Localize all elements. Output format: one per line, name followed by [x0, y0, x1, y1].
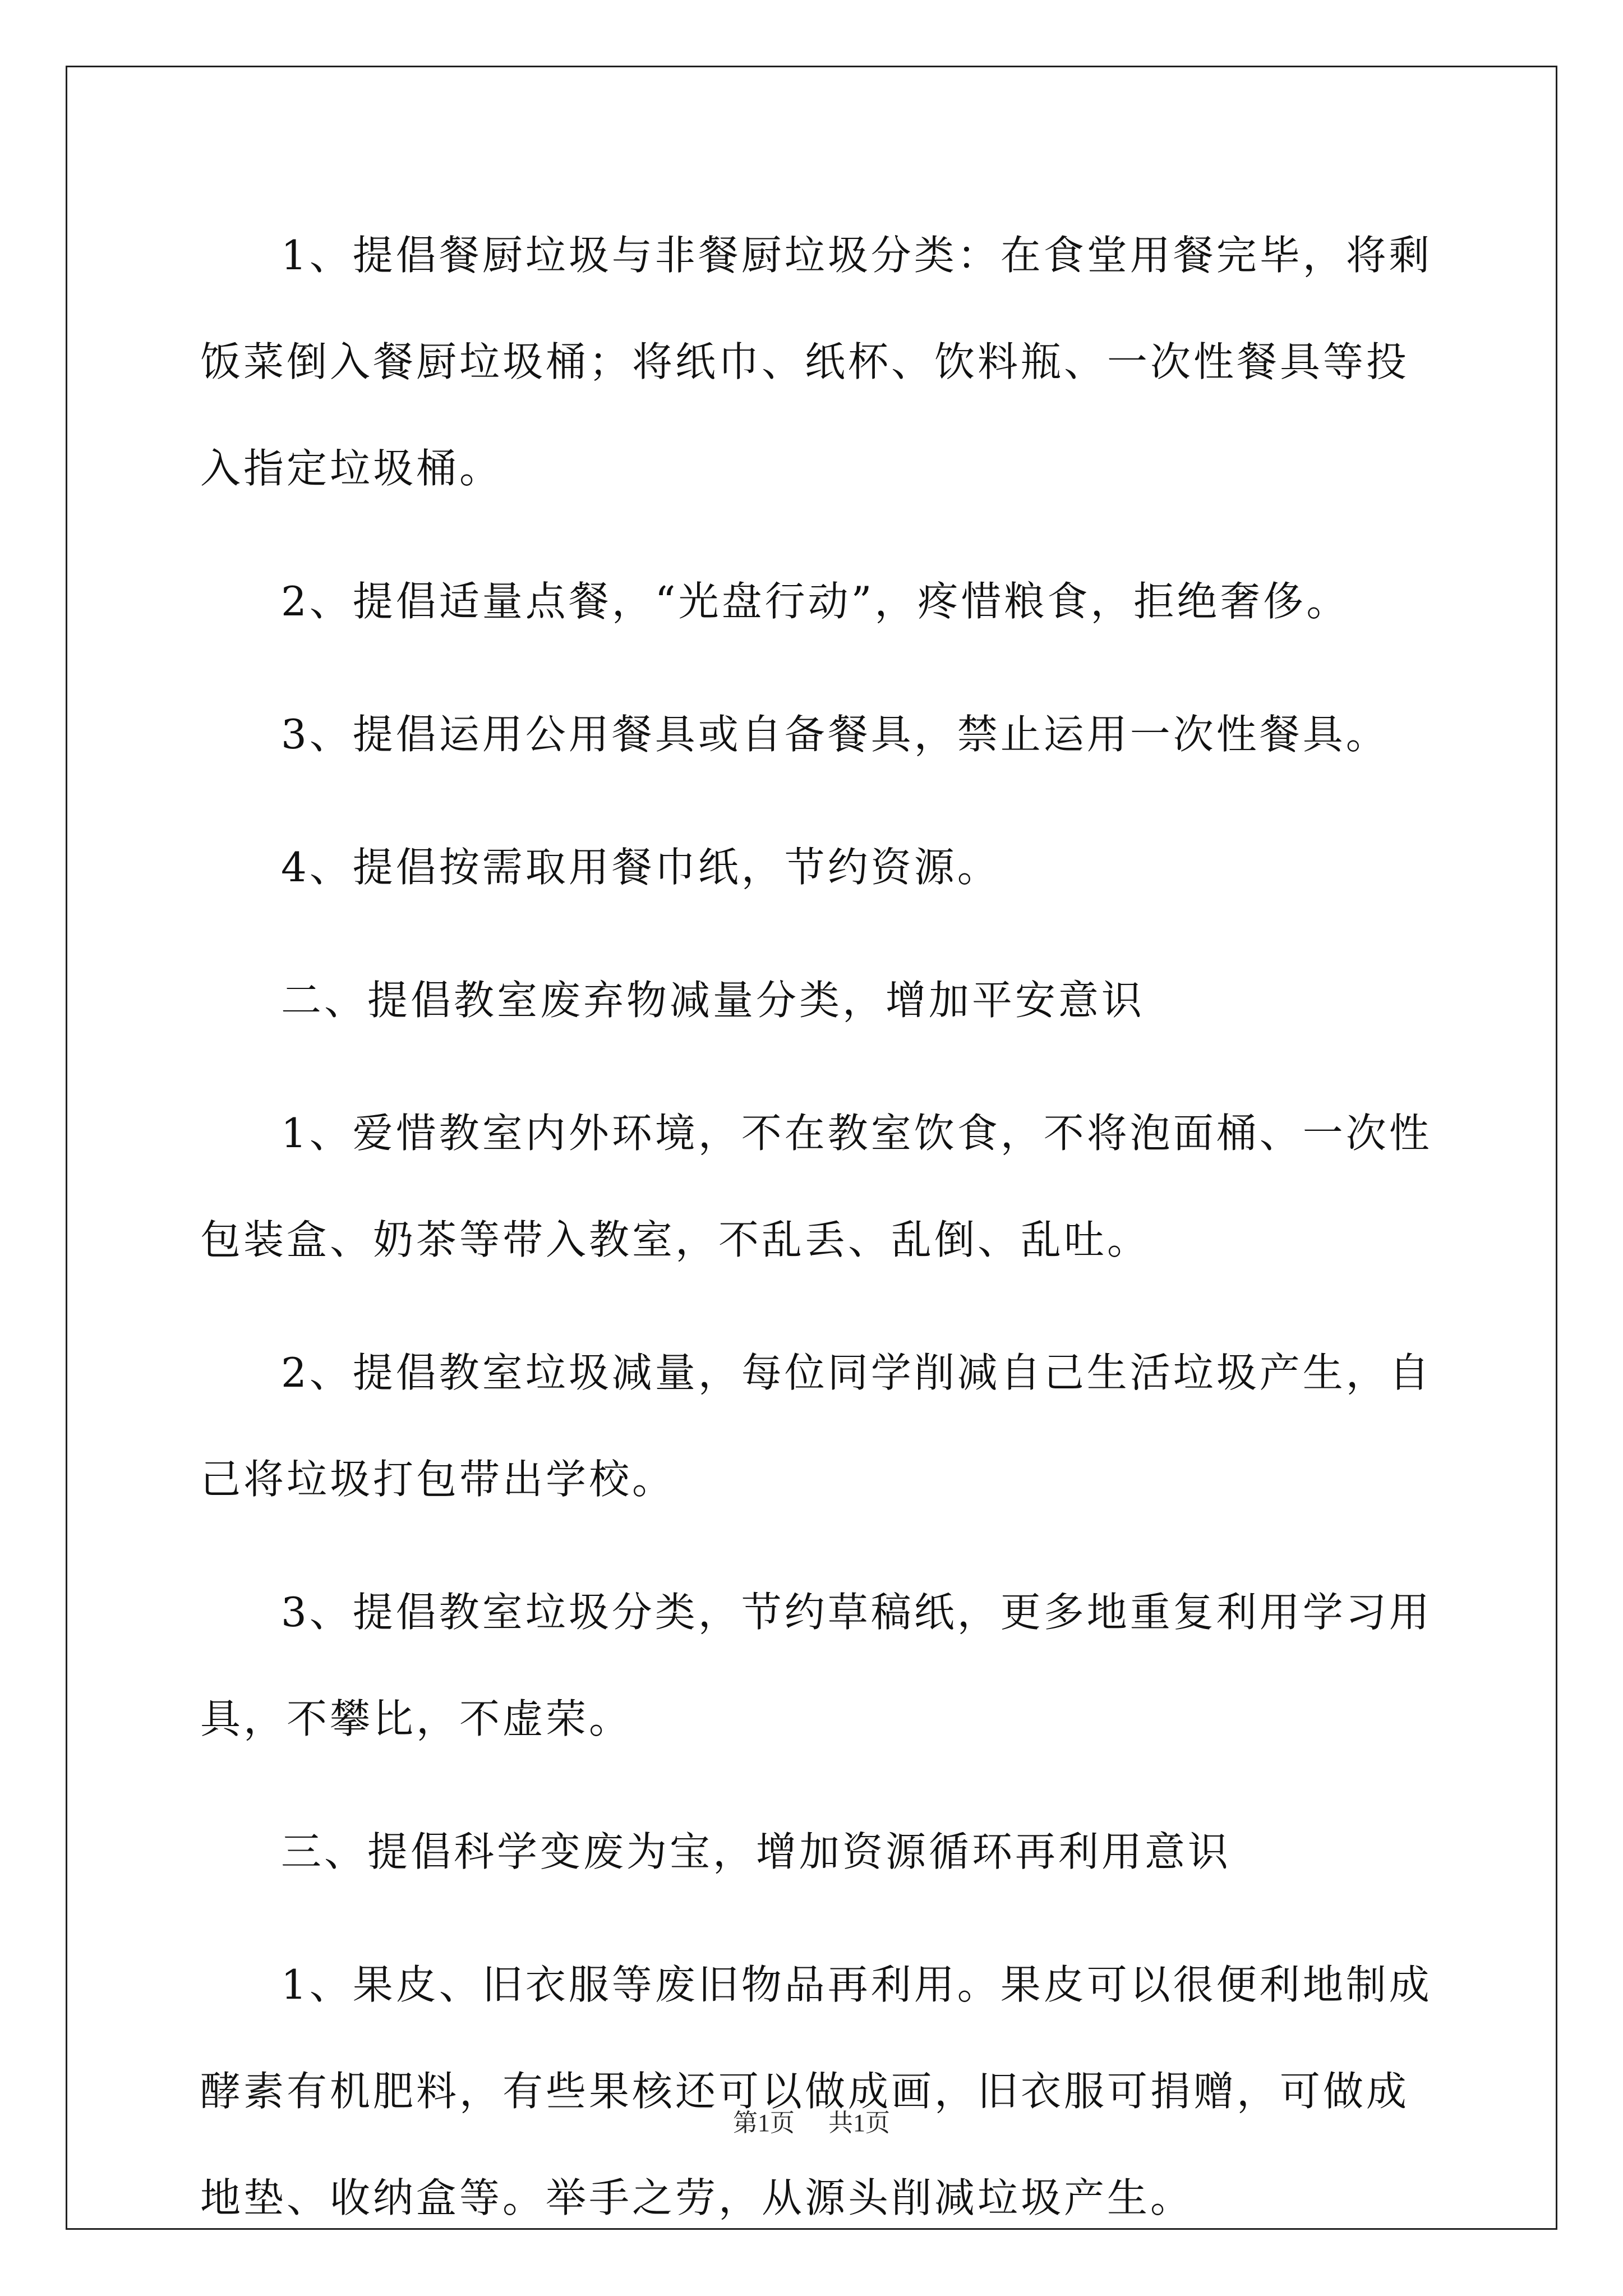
paragraph-2: 2、提倡适量点餐，“光盘行动”，疼惜粮食，拒绝奢侈。 — [281, 578, 1350, 625]
page-total: 共1页 — [828, 2109, 890, 2137]
page-footer — [0, 2106, 1623, 2140]
paragraph-8: 3、提倡教室垃圾分类，节约草稿纸，更多地重复利用学习用具，不攀比，不虚荣。 — [200, 1589, 1432, 1742]
section-heading-3: 三、提倡科学变废为宝，增加资源循环再利用意识 — [281, 1828, 1232, 1875]
page-number: 第1页 — [733, 2109, 795, 2137]
paragraph-6: 1、爱惜教室内外环境，不在教室饮食，不将泡面桶、一次性包装盒、奶茶等带入教室，不乱丢、乱倒、乱吐。 — [200, 1110, 1432, 1263]
paragraph-7: 2、提倡教室垃圾减量，每位同学削减自己生活垃圾产生，自己将垃圾打包带出学校。 — [200, 1349, 1432, 1503]
paragraph-3: 3、提倡运用公用餐具或自备餐具，禁止运用一次性餐具。 — [281, 711, 1389, 758]
paragraph-10: 1、果皮、旧衣服等废旧物品再利用。果皮可以很便利地制成酵素有机肥料，有些果核还可以做成画，旧衣服可捐赠，可做成地垫、收纳盒等。举手之劳，从源头削减垃圾产生。 — [200, 1961, 1432, 2221]
paragraph-1: 1、提倡餐厨垃圾与非餐厨垃圾分类：在食堂用餐完毕，将剩饭菜倒入餐厨垃圾桶；将纸巾、纸杯、饮料瓶、一次性餐具等投入指定垃圾桶。 — [200, 232, 1432, 492]
paragraph-4: 4、提倡按需取用餐巾纸，节约资源。 — [281, 844, 1000, 891]
document-body — [200, 202, 1434, 2277]
section-heading-2: 二、提倡教室废弃物减量分类，增加平安意识 — [281, 977, 1145, 1024]
